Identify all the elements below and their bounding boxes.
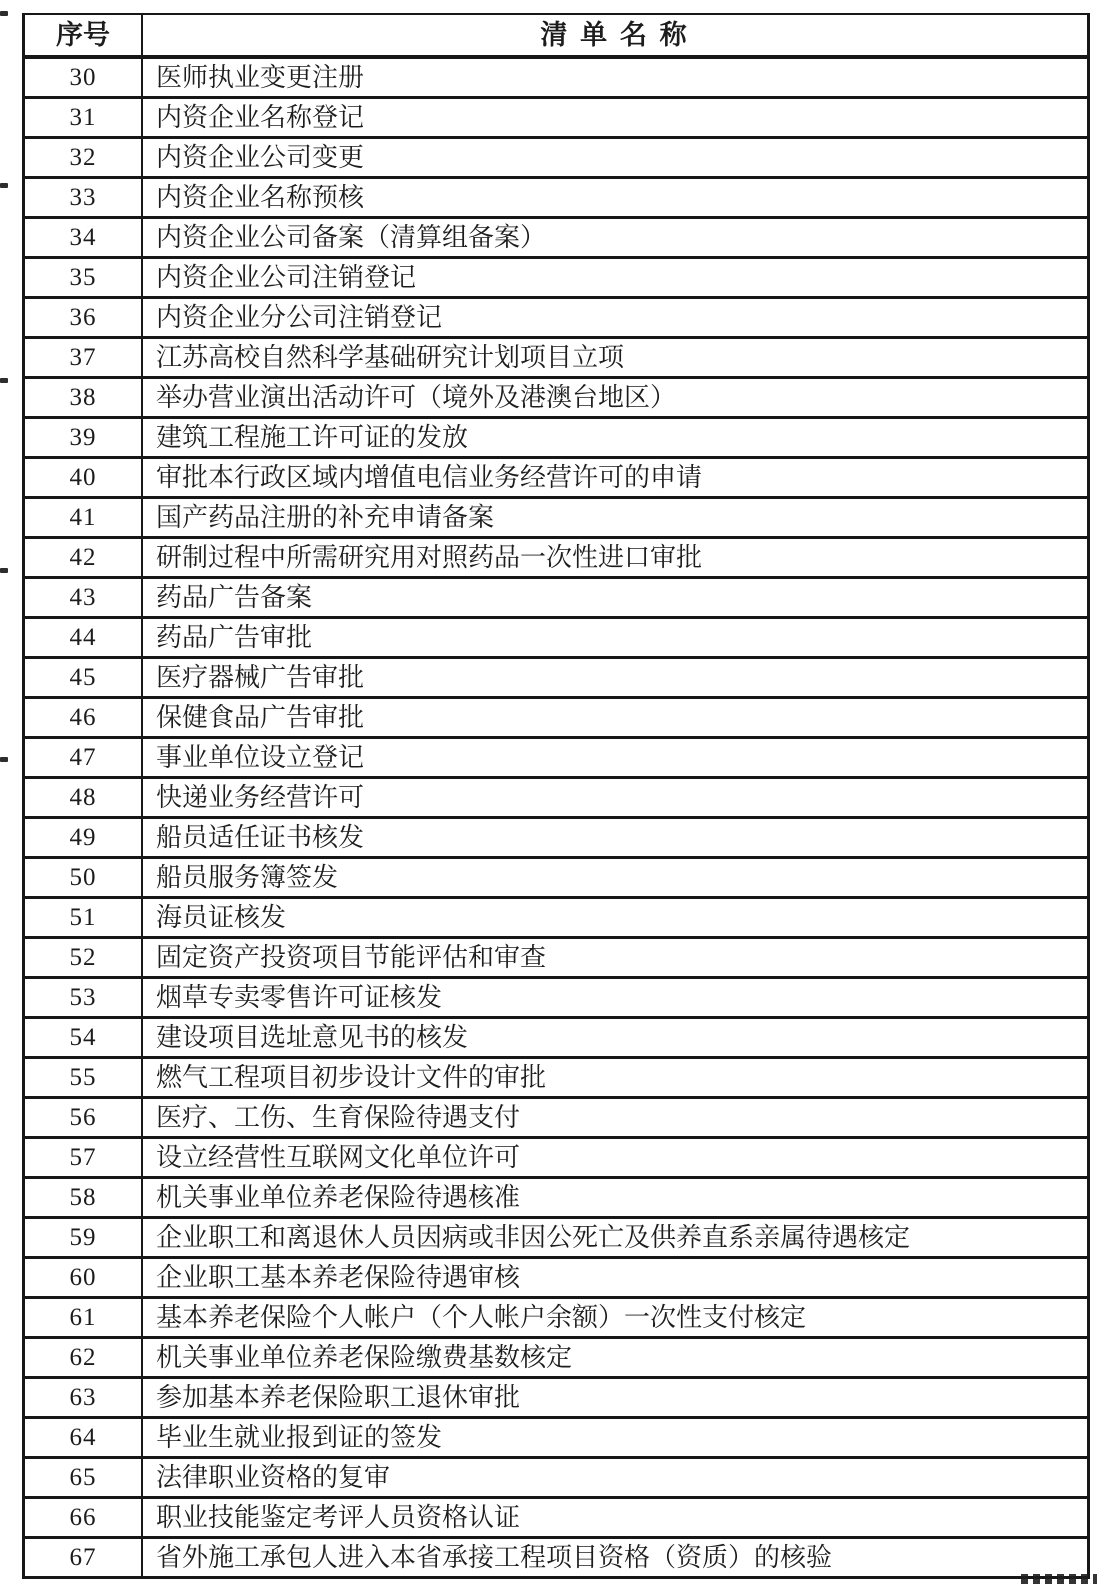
row-list-name: 基本养老保险个人帐户（个人帐户余额）一次性支付核定 <box>142 1298 1089 1338</box>
table-row <box>24 418 1089 458</box>
header-list-name: 清 单 名 称 <box>142 14 1089 57</box>
table-row <box>24 778 1089 818</box>
row-serial-number: 47 <box>24 738 143 778</box>
row-list-name: 内资企业分公司注销登记 <box>142 298 1089 338</box>
table-row <box>24 538 1089 578</box>
row-serial-number: 53 <box>24 978 143 1018</box>
table-row <box>24 1138 1089 1178</box>
table-row <box>24 938 1089 978</box>
row-serial-number: 30 <box>24 57 143 98</box>
table-row <box>24 738 1089 778</box>
table-row <box>24 1378 1089 1418</box>
table-row <box>24 218 1089 258</box>
table-row <box>24 98 1089 138</box>
row-list-name: 内资企业公司注销登记 <box>142 258 1089 298</box>
row-list-name: 事业单位设立登记 <box>142 738 1089 778</box>
scan-artifact <box>0 378 8 383</box>
row-list-name: 保健食品广告审批 <box>142 698 1089 738</box>
row-list-name: 内资企业公司备案（清算组备案） <box>142 218 1089 258</box>
scan-artifact <box>0 183 8 188</box>
row-serial-number: 58 <box>24 1178 143 1218</box>
table-row <box>24 57 1089 98</box>
table-row <box>24 858 1089 898</box>
table-header <box>24 14 1089 57</box>
row-serial-number: 56 <box>24 1098 143 1138</box>
row-serial-number: 48 <box>24 778 143 818</box>
row-serial-number: 44 <box>24 618 143 658</box>
row-serial-number: 54 <box>24 1018 143 1058</box>
row-list-name: 省外施工承包人进入本省承接工程项目资格（资质）的核验 <box>142 1538 1089 1578</box>
row-list-name: 江苏高校自然科学基础研究计划项目立项 <box>142 338 1089 378</box>
table-row <box>24 498 1089 538</box>
row-list-name: 药品广告备案 <box>142 578 1089 618</box>
table-row <box>24 1458 1089 1498</box>
row-list-name: 建设项目选址意见书的核发 <box>142 1018 1089 1058</box>
row-serial-number: 45 <box>24 658 143 698</box>
table-row <box>24 1058 1089 1098</box>
row-list-name: 法律职业资格的复审 <box>142 1458 1089 1498</box>
row-serial-number: 38 <box>24 378 143 418</box>
table-row <box>24 378 1089 418</box>
header-row <box>24 14 1089 57</box>
table-row <box>24 1098 1089 1138</box>
row-serial-number: 31 <box>24 98 143 138</box>
row-list-name: 医师执业变更注册 <box>142 57 1089 98</box>
table-row <box>24 1298 1089 1338</box>
table-row <box>24 1018 1089 1058</box>
row-list-name: 船员适任证书核发 <box>142 818 1089 858</box>
row-list-name: 机关事业单位养老保险待遇核准 <box>142 1178 1089 1218</box>
row-list-name: 企业职工基本养老保险待遇审核 <box>142 1258 1089 1298</box>
row-list-name: 内资企业公司变更 <box>142 138 1089 178</box>
row-list-name: 审批本行政区域内增值电信业务经营许可的申请 <box>142 458 1089 498</box>
row-serial-number: 36 <box>24 298 143 338</box>
row-list-name: 烟草专卖零售许可证核发 <box>142 978 1089 1018</box>
row-serial-number: 50 <box>24 858 143 898</box>
row-list-name: 固定资产投资项目节能评估和审查 <box>142 938 1089 978</box>
row-serial-number: 57 <box>24 1138 143 1178</box>
row-serial-number: 65 <box>24 1458 143 1498</box>
row-list-name: 建筑工程施工许可证的发放 <box>142 418 1089 458</box>
table-row <box>24 698 1089 738</box>
row-serial-number: 55 <box>24 1058 143 1098</box>
row-serial-number: 60 <box>24 1258 143 1298</box>
row-list-name: 职业技能鉴定考评人员资格认证 <box>142 1498 1089 1538</box>
table-row <box>24 1538 1089 1578</box>
row-serial-number: 34 <box>24 218 143 258</box>
row-serial-number: 64 <box>24 1418 143 1458</box>
table-row <box>24 1498 1089 1538</box>
row-list-name: 内资企业名称预核 <box>142 178 1089 218</box>
row-list-name: 医疗、工伤、生育保险待遇支付 <box>142 1098 1089 1138</box>
row-serial-number: 52 <box>24 938 143 978</box>
row-list-name: 船员服务簿签发 <box>142 858 1089 898</box>
row-list-name: 设立经营性互联网文化单位许可 <box>142 1138 1089 1178</box>
row-serial-number: 51 <box>24 898 143 938</box>
row-serial-number: 37 <box>24 338 143 378</box>
table-row <box>24 138 1089 178</box>
table-row <box>24 298 1089 338</box>
row-list-name: 企业职工和离退休人员因病或非因公死亡及供养直系亲属待遇核定 <box>142 1218 1089 1258</box>
table-body <box>24 57 1089 1578</box>
row-serial-number: 59 <box>24 1218 143 1258</box>
row-list-name: 海员证核发 <box>142 898 1089 938</box>
row-serial-number: 43 <box>24 578 143 618</box>
clipped-watermark-fragment <box>1021 1574 1097 1584</box>
table-row <box>24 338 1089 378</box>
table-row <box>24 818 1089 858</box>
scan-artifact <box>0 11 8 16</box>
row-list-name: 研制过程中所需研究用对照药品一次性进口审批 <box>142 538 1089 578</box>
table-row <box>24 1338 1089 1378</box>
table-row <box>24 1218 1089 1258</box>
row-serial-number: 39 <box>24 418 143 458</box>
row-serial-number: 32 <box>24 138 143 178</box>
row-list-name: 参加基本养老保险职工退休审批 <box>142 1378 1089 1418</box>
row-list-name: 药品广告审批 <box>142 618 1089 658</box>
row-serial-number: 35 <box>24 258 143 298</box>
table-row <box>24 618 1089 658</box>
row-list-name: 举办营业演出活动许可（境外及港澳台地区） <box>142 378 1089 418</box>
table-row <box>24 1178 1089 1218</box>
table-row <box>24 978 1089 1018</box>
table-row <box>24 658 1089 698</box>
row-serial-number: 62 <box>24 1338 143 1378</box>
row-list-name: 毕业生就业报到证的签发 <box>142 1418 1089 1458</box>
row-serial-number: 67 <box>24 1538 143 1578</box>
row-serial-number: 42 <box>24 538 143 578</box>
row-list-name: 医疗器械广告审批 <box>142 658 1089 698</box>
row-list-name: 快递业务经营许可 <box>142 778 1089 818</box>
row-list-name: 国产药品注册的补充申请备案 <box>142 498 1089 538</box>
scan-artifact <box>0 757 8 762</box>
row-serial-number: 61 <box>24 1298 143 1338</box>
approval-list-table <box>22 13 1090 1579</box>
row-list-name: 机关事业单位养老保险缴费基数核定 <box>142 1338 1089 1378</box>
row-serial-number: 46 <box>24 698 143 738</box>
table-row <box>24 578 1089 618</box>
table-row <box>24 898 1089 938</box>
header-serial-number: 序号 <box>24 14 143 57</box>
table-row <box>24 178 1089 218</box>
row-serial-number: 33 <box>24 178 143 218</box>
row-list-name: 内资企业名称登记 <box>142 98 1089 138</box>
row-serial-number: 63 <box>24 1378 143 1418</box>
table-row <box>24 1258 1089 1298</box>
table-row <box>24 258 1089 298</box>
scan-artifact <box>0 568 8 573</box>
row-serial-number: 40 <box>24 458 143 498</box>
row-serial-number: 66 <box>24 1498 143 1538</box>
row-serial-number: 41 <box>24 498 143 538</box>
row-list-name: 燃气工程项目初步设计文件的审批 <box>142 1058 1089 1098</box>
table-row <box>24 458 1089 498</box>
table-row <box>24 1418 1089 1458</box>
row-serial-number: 49 <box>24 818 143 858</box>
